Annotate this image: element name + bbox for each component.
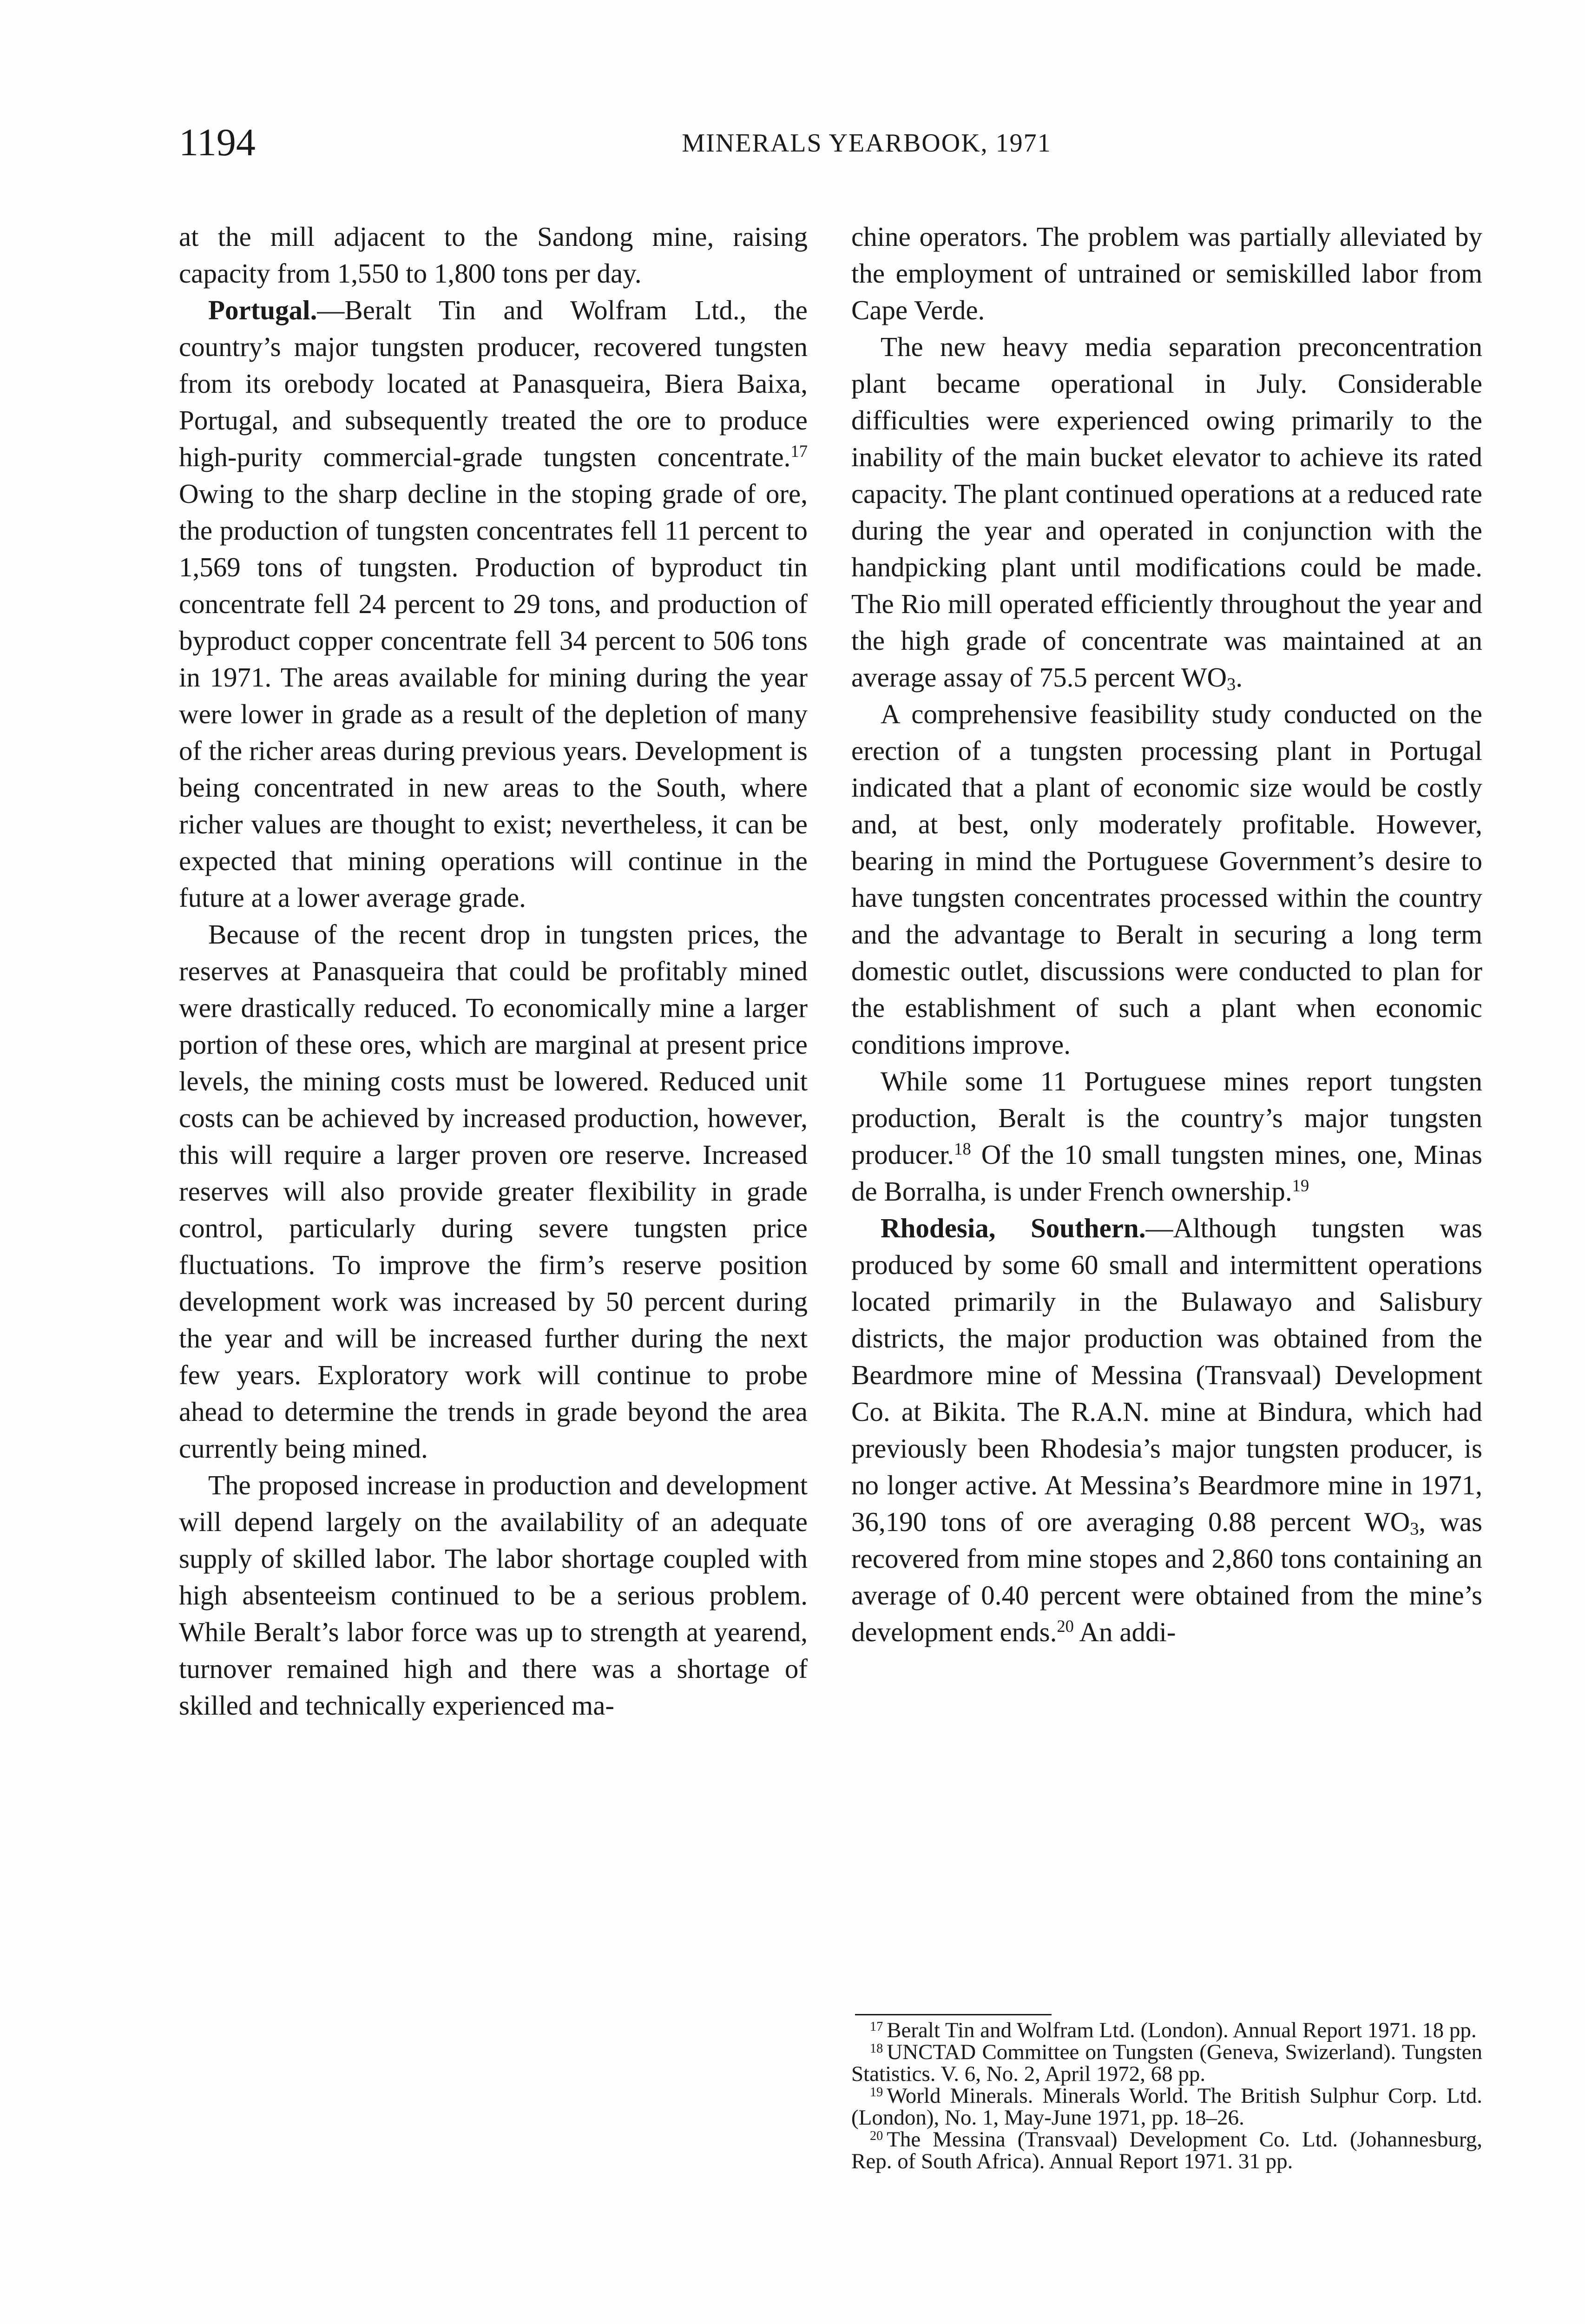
section-heading-portugal: Portugal. [208, 295, 317, 325]
subscript: 3 [1410, 1519, 1419, 1539]
paragraph-text: An addi- [1073, 1617, 1176, 1647]
page-header [179, 122, 1475, 164]
paragraph-text: —Beralt Tin and Wolfram Ltd., the country’s major tungsten producer, recovered tungsten from its orebody located at Panasqueira, Biera Baixa, Portugal, and subsequently treated the ore to produce high-purity commercial-grade tungsten concentrate. [179, 295, 808, 472]
page-number: 1194 [179, 121, 256, 164]
paragraph-rhodesia [851, 1210, 1482, 1651]
footnote-number: 19 [870, 2085, 883, 2100]
paragraph [851, 1063, 1482, 1210]
left-column [179, 218, 808, 1724]
footnote-divider [855, 2014, 1052, 2015]
footnote-ref: 18 [954, 1139, 971, 1158]
footnote-ref: 20 [1057, 1616, 1074, 1636]
footnote-ref: 19 [1292, 1175, 1309, 1195]
footnote-text: Beralt Tin and Wolfram Ltd. (London). Annual Report 1971. 18 pp. [887, 2018, 1477, 2042]
paragraph-text: The new heavy media separation preconcentration plant became operational in July. Considerable difficulties were experienced owing primarily to the inability of the main bucket elevator to achieve its rated capacity. The plant continued operations at a reduced rate during the year and operated in conjunction with the handpicking plant until modifications could be made. The Rio mill operated efficiently throughout the year and the high grade of concentrate was maintained at an average assay of 75.5 percent WO [851, 331, 1482, 693]
paragraph-text: A comprehensive feasibility study conducted on the erection of a tungsten processing plant in Portugal indicated that a plant of economic size would be costly and, at best, only moderately profitable. However, bearing in mind the Portuguese Government’s desire to have tungsten concentrates processed within the country and the advantage to Beralt in securing a long term domestic outlet, discussions were conducted to plan for the establishment of such a plant when economic conditions improve. [851, 699, 1482, 1060]
section-heading-rhodesia: Rhodesia, Southern. [881, 1213, 1146, 1243]
footnote-text: The Messina (Transvaal) Development Co. Ltd. (Johannesburg, Rep. of South Africa). Annual Report 1971. 31 pp. [851, 2127, 1482, 2173]
paragraph-text: , was recovered from mine stopes and 2,860 tons containing an average of 0.40 percent were obtained from the mine’s development ends. [851, 1506, 1482, 1647]
running-title: MINERALS YEARBOOK, 1971 [682, 129, 1052, 158]
footnotes [851, 2020, 1482, 2172]
footnote-number: 17 [870, 2019, 883, 2034]
footnote-text: World Minerals. Minerals World. The British Sulphur Corp. Ltd. (London), No. 1, May-June 1971, pp. 18–26. [851, 2084, 1482, 2130]
paragraph-text: . [1236, 662, 1243, 693]
paragraph [851, 696, 1482, 1063]
paragraph-text: —Although tungsten was produced by some 60 small and intermittent operations located primarily in the Bulawayo and Salisbury districts, the major production was obtained from the Beardmore mine of Messina (Transvaal) Development Co. at Bikita. The R.A.N. mine at Bindura, which had previously been Rhodesia’s major tungsten producer, is no longer active. At Messina’s Beardmore mine in 1971, 36,190 tons of ore averaging 0.88 percent WO [851, 1213, 1482, 1537]
paragraph-text: Because of the recent drop in tungsten prices, the reserves at Panasqueira that could be profitably mined were drastically reduced. To economically mine a larger portion of these ores, which are marginal at present price levels, the mining costs must be lowered. Reduced unit costs can be achieved by increased production, however, this will require a larger proven ore reserve. Increased reserves will also provide greater flexibility in grade control, particularly during severe tungsten price fluctuations. To improve the firm’s reserve position development work was increased by 50 percent during the year and will be increased further during the next few years. Exploratory work will continue to probe ahead to determine the trends in grade beyond the area currently being mined. [179, 919, 808, 1464]
footnote [851, 2085, 1482, 2129]
footnote-text: UNCTAD Committee on Tungsten (Geneva, Swizerland). Tungsten Statistics. V. 6, No. 2, April 1972, 68 pp. [851, 2040, 1482, 2086]
footnote [851, 2129, 1482, 2172]
footnote-number: 18 [870, 2041, 883, 2056]
paragraph-text: at the mill adjacent to the Sandong mine, raising capacity from 1,550 to 1,800 tons per day. [179, 221, 808, 289]
paragraph-text: Of the 10 small tungsten mines, one, Minas de Borralha, is under French ownership. [851, 1139, 1482, 1207]
paragraph-text: chine operators. The problem was partially alleviated by the employment of untrained or semiskilled labor from Cape Verde. [851, 221, 1482, 325]
right-column [851, 218, 1482, 1651]
paragraph [851, 329, 1482, 696]
footnote-ref: 17 [790, 441, 808, 461]
paragraph-text: While some 11 Portuguese mines report tungsten production, Beralt is the country’s major tungsten producer. [851, 1066, 1482, 1170]
paragraph-text: The proposed increase in production and development will depend largely on the availability of an adequate supply of skilled labor. The labor shortage coupled with high absenteeism continued to be a serious problem. While Beralt’s labor force was up to strength at yearend, turnover remained high and there was a shortage of skilled and technically experienced ma- [179, 1470, 808, 1721]
paragraph [179, 916, 808, 1467]
paragraph-portugal [179, 292, 808, 916]
paragraph [851, 218, 1482, 329]
footnote [851, 2041, 1482, 2085]
footnote [851, 2020, 1482, 2041]
paragraph-text: Owing to the sharp decline in the stoping grade of ore, the production of tungsten concentrates fell 11 percent to 1,569 tons of tungsten. Production of byproduct tin concentrate fell 24 percent to 29 tons, and production of byproduct copper concentrate fell 34 percent to 506 tons in 1971. The areas available for mining during the year were lower in grade as a result of the depletion of many of the richer areas during previous years. Development is being concentrated in new areas to the South, where richer values are thought to exist; nevertheless, it can be expected that mining operations will continue in the future at a lower average grade. [179, 478, 808, 913]
subscript: 3 [1227, 674, 1236, 694]
footnote-number: 20 [870, 2128, 883, 2143]
paragraph [179, 1467, 808, 1724]
paragraph [179, 218, 808, 292]
